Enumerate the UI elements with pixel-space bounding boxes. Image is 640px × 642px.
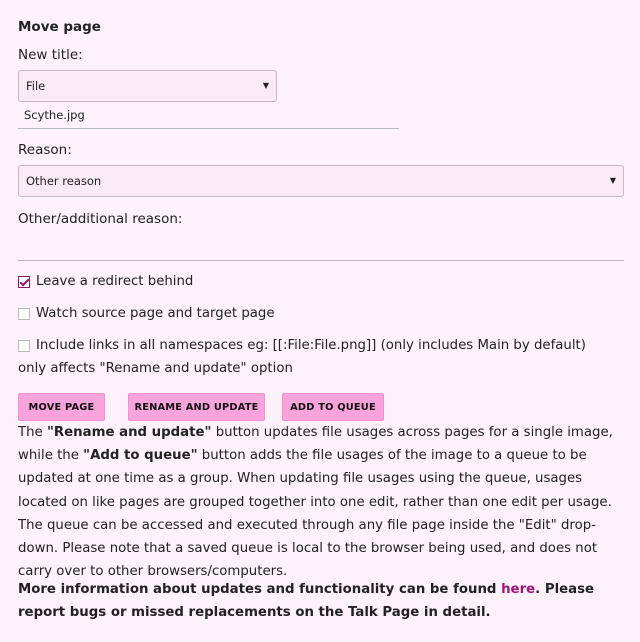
reason-select-value: Other reason xyxy=(26,174,102,188)
redirect-checkbox[interactable] xyxy=(18,276,30,288)
add-to-queue-button[interactable]: ADD TO QUEUE xyxy=(282,393,384,421)
other-reason-input[interactable] xyxy=(18,236,624,261)
rename-and-update-button[interactable]: RENAME AND UPDATE xyxy=(128,393,265,421)
title-input[interactable]: Scythe.jpg xyxy=(18,108,399,129)
reason-select[interactable] xyxy=(18,165,624,197)
chevron-down-icon: ▼ xyxy=(609,176,616,185)
redirect-checkbox-row[interactable] xyxy=(18,274,193,289)
option-note: only affects "Rename and update" option xyxy=(18,361,293,376)
page-heading: Move page xyxy=(18,19,101,35)
description-paragraph: The "Rename and update" button updates file usages across pages for a single image, while the "Add to queue" button adds the file usages of the image to a queue to be updated at one time as a group. When updating file usages using the queue, usages located on like pages are grouped together into one edit, rather than one edit per usage. The queue can be accessed and executed through any file page inside the "Edit" drop-down. Please note that a saved queue is local to the browser being used, and does not carry over to other browsers/computers. xyxy=(18,425,613,580)
namespace-select[interactable] xyxy=(18,70,277,102)
redirect-checkbox-label: Leave a redirect behind xyxy=(36,274,194,289)
new-title-label: New title: xyxy=(18,47,83,63)
info-paragraph: More information about updates and functionality can be found here. Please report bugs or missed replacements on the Talk Page in detail. xyxy=(18,582,595,621)
watch-checkbox-row[interactable] xyxy=(18,306,275,321)
namespaces-checkbox-label: Include links in all namespaces eg: [[:File:File.png]] (only includes Main by default) xyxy=(36,338,586,353)
chevron-down-icon: ▼ xyxy=(262,81,269,90)
here-link[interactable]: here xyxy=(501,582,536,597)
watch-checkbox-label: Watch source page and target page xyxy=(36,306,275,321)
namespaces-checkbox-row[interactable] xyxy=(18,338,586,353)
namespaces-checkbox[interactable] xyxy=(18,340,30,352)
watch-checkbox[interactable] xyxy=(18,308,30,320)
other-reason-label: Other/additional reason: xyxy=(18,211,183,227)
namespace-select-value: File xyxy=(26,79,46,93)
move-page-button[interactable]: MOVE PAGE xyxy=(18,393,105,421)
reason-label: Reason: xyxy=(18,142,72,158)
